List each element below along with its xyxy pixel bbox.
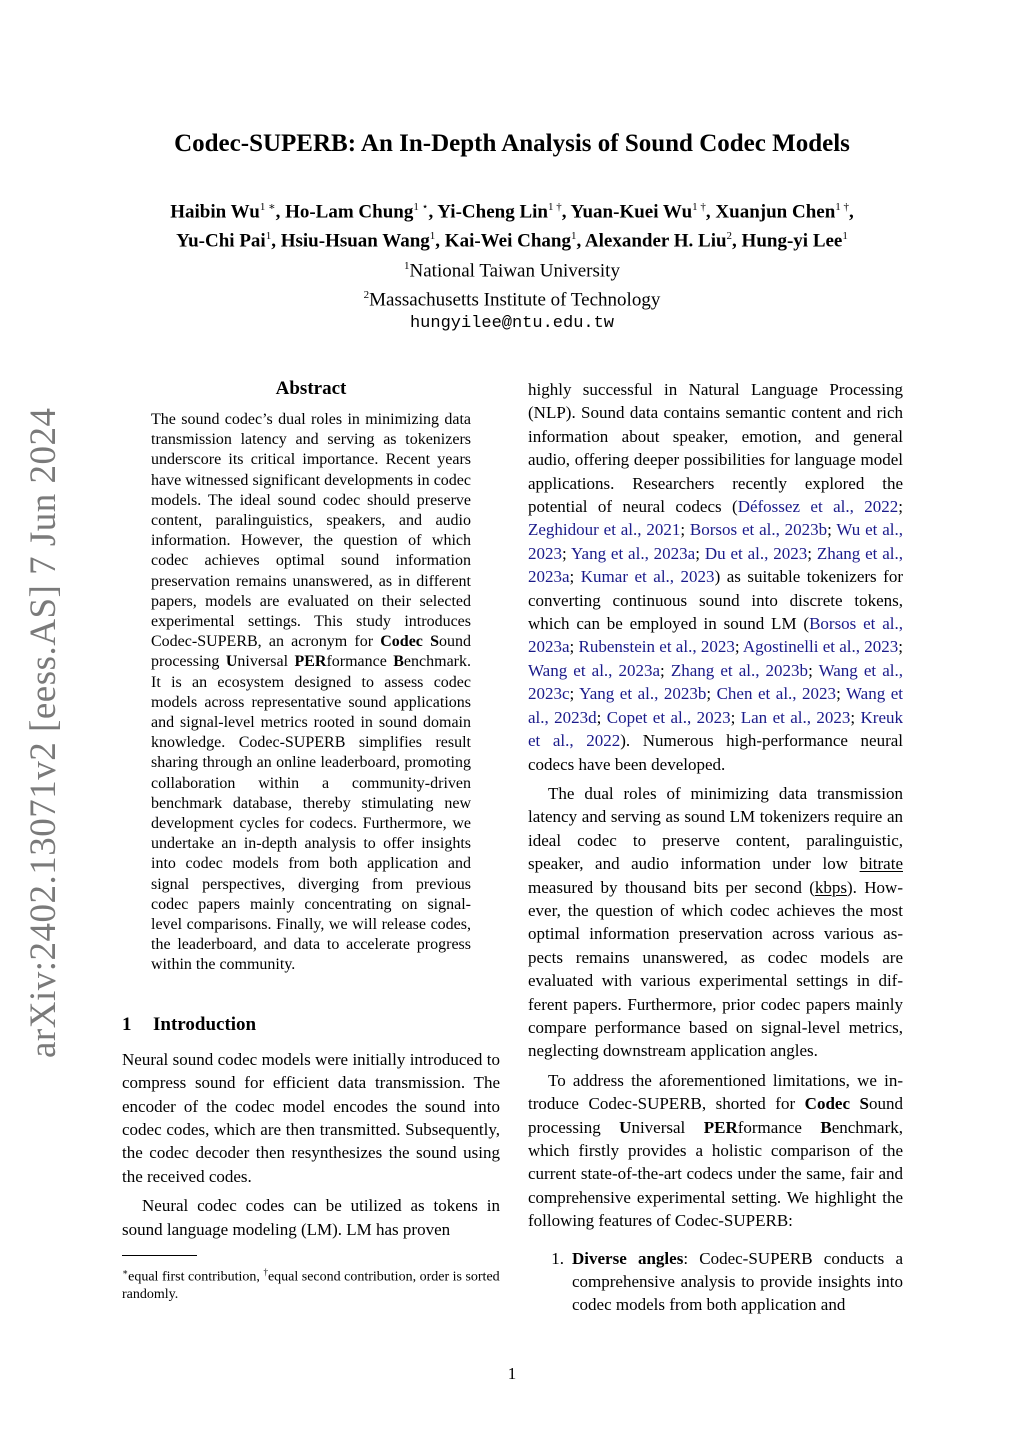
text-segment: ). Numerous high-performance neural codecs have been developed. bbox=[528, 731, 903, 774]
citation-link[interactable]: Lan et al., 2023 bbox=[740, 707, 851, 727]
author-block bbox=[80, 195, 944, 336]
body-paragraph-2 bbox=[528, 782, 903, 1063]
text-segment: highly successful in Natural Language Processing (NLP). Sound data contains semantic content and rich information about speaker, emotion, and general audio, offering deeper possibilities for language model applications. Researchers recently explored the potential of neural codecs ( bbox=[528, 380, 903, 517]
list-text bbox=[572, 1247, 903, 1317]
citation-link[interactable]: Kreuk et al., 2022 bbox=[528, 707, 903, 751]
text-segment: ). However, the question of which codec achieves the most optimal information preservation across various aspects remains unanswered, as codec models are evaluated with various experimental settings in different papers. Furthermore, prior codec papers mainly compare performance based on signal-level metrics, neglecting downstream application angles. bbox=[528, 877, 903, 1061]
footnote bbox=[122, 1264, 500, 1303]
body-paragraph-1: highly successful in Natural Language Processing (NLP). Sound data contains semantic content and rich information about speaker, emotion, and general audio, offering deeper possibilities for language model applications. Researchers recently explored the potential of neural codecs (Défossez et al., 2022; Zeghidour et al., 2021; Borsos et al., 2023b; Wu et al., 2023; Yang et al., 2023a; Du et al., 2023; Zhang et al., 2023a; Kumar et al., 2023) as suitable tokenizers for converting continuous sound into discrete tokens, which can be employed in sound LM (Borsos et al., 2023a; Rubenstein et al., 2023; Agostinelli et al., 2023; Wang et al., 2023a; Zhang et al., 2023b; Wang et al., 2023c; Yang et al., 2023b; Chen et al., 2023; Wang et al., 2023d; Copet et al., 2023; Lan et al., 2023; Kreuk et al., 2022). Numerous high-performance neural codecs have been developed. bbox=[528, 380, 904, 774]
citation-link[interactable]: Yang et al., 2023a bbox=[570, 543, 696, 563]
author-name: Ho-Lam Chung bbox=[285, 201, 414, 223]
contact-email: hungyilee@ntu.edu.tw bbox=[409, 314, 615, 334]
author-mark: 1 bbox=[570, 230, 577, 243]
text-segment: niversal bbox=[631, 1117, 704, 1137]
author-name: Alexander H. Liu bbox=[584, 230, 727, 252]
author-mark: 2 bbox=[726, 230, 733, 243]
author-mark: 1 bbox=[429, 230, 436, 243]
acronym-bold: PER bbox=[294, 653, 327, 671]
author-name: Xuanjun Chen bbox=[715, 201, 836, 223]
citation-link[interactable]: Zhang et al., 2023a bbox=[528, 543, 903, 587]
abstract-segment: ound processing bbox=[151, 633, 471, 671]
author-mark: 1 ⋆ bbox=[413, 201, 429, 213]
footnote-text: equal first contribution, bbox=[128, 1269, 264, 1285]
text-segment: The dual roles of minimizing data transmission latency and serving as sound LM tokenizers require an ideal codec to preserve content, paralinguistic, speaker, and audio information under low bbox=[528, 783, 903, 874]
footnote-text: equal second contribution, order is sorted randomly. bbox=[122, 1269, 500, 1302]
text-segment: ound processing bbox=[528, 1094, 904, 1137]
affiliation-1 bbox=[80, 254, 944, 283]
section-number: 1 bbox=[122, 1013, 132, 1035]
body-paragraph-3 bbox=[528, 1069, 903, 1233]
page-number: 1 bbox=[507, 1364, 517, 1383]
acronym-bold: B bbox=[820, 1117, 832, 1137]
acronym-bold: PER bbox=[703, 1117, 738, 1137]
arxiv-identifier: arXiv:2402.13071v2 [eess.AS] 7 Jun 2024 bbox=[23, 407, 64, 1058]
author-mark: 1 ∗ bbox=[259, 201, 276, 213]
citation-link[interactable]: Kumar et al., 2023 bbox=[580, 567, 715, 587]
right-column bbox=[528, 378, 903, 1317]
affiliation-name: Massachusetts Institute of Technology bbox=[369, 289, 661, 311]
feature-list-item bbox=[528, 1247, 903, 1317]
citation-link[interactable]: Zhang et al., 2023b bbox=[670, 660, 809, 680]
text-segment: To address the aforementioned limitations, we introduce Codec-SUPERB, shorted for bbox=[528, 1070, 903, 1114]
text-segment: formance bbox=[737, 1117, 821, 1137]
citation-link[interactable]: Zeghidour et al., 2021 bbox=[528, 520, 681, 540]
acronym-bold: Codec S bbox=[804, 1094, 870, 1114]
citation-link[interactable]: Rubenstein et al., 2023 bbox=[578, 637, 735, 657]
intro-paragraph-2: Neural codec codes can be utilized as tokens in sound language modeling (LM). LM has proven bbox=[122, 1196, 500, 1239]
citation-link[interactable]: Borsos et al., 2023a bbox=[528, 614, 903, 657]
citation-link[interactable]: Borsos et al., 2023b bbox=[689, 520, 828, 540]
acronym-bold: U bbox=[619, 1117, 632, 1137]
glossary-link-kbps[interactable]: kbps bbox=[814, 877, 847, 897]
citation-link[interactable]: Copet et al., 2023 bbox=[606, 707, 731, 727]
acronym-bold: B bbox=[393, 653, 404, 671]
abstract-segment: niversal bbox=[237, 653, 295, 671]
footnote-mark: † bbox=[263, 1266, 268, 1277]
author-name: Yu-Chi Pai bbox=[176, 230, 266, 252]
acronym-bold: U bbox=[225, 653, 238, 671]
author-mark: 1 † bbox=[692, 201, 706, 213]
author-mark: 1 † bbox=[835, 201, 850, 213]
author-name: Yuan-Kuei Wu bbox=[570, 201, 693, 223]
affiliation-mark: 2 bbox=[363, 288, 370, 301]
author-mark: 1 bbox=[265, 230, 272, 243]
list-item-title: Diverse angles bbox=[572, 1248, 684, 1268]
footnote-mark: ∗ bbox=[122, 1266, 129, 1277]
citation-link[interactable]: Du et al., 2023 bbox=[704, 543, 808, 563]
left-column bbox=[122, 378, 500, 1303]
abstract-text bbox=[151, 410, 471, 976]
author-mark: 1 † bbox=[547, 201, 562, 213]
citation-link[interactable]: Yang et al., 2023b bbox=[579, 684, 707, 704]
text-segment: measured by thousand bits per second ( bbox=[528, 877, 815, 897]
author-name: Haibin Wu bbox=[170, 201, 260, 223]
text-segment: enchmark, which firstly provides a holistic comparison of the current state-of-the-art codecs under the same, fair and comprehensive experimental setting. We highlight the following features of Codec-SUPERB: bbox=[528, 1117, 903, 1231]
paper-title: Codec-SUPERB: An In-Depth Analysis of Sound Codec Models bbox=[174, 130, 850, 157]
citation-link[interactable]: Wu et al., 2023 bbox=[528, 520, 903, 563]
list-number: 1. bbox=[551, 1248, 564, 1268]
abstract-segment: The sound codec’s dual roles in minimizing data transmission latency and serving as tokenizers underscore its critical importance. Recent years have witnessed significant developments in codec models. The ideal sound codec should preserve content, paralinguistics, speakers, and audio information. However, the question of which codec achieves optimal sound information preservation remains unanswered, as in different papers, models are evaluated on their selected experimental settings. This study introduces Codec-SUPERB, an acronym for bbox=[151, 411, 471, 651]
citation-link[interactable]: Chen et al., 2023 bbox=[716, 684, 837, 704]
author-list: Haibin $Wu^{1 ∗}$, Ho-Lam Chung$^{1 ⋆}$, Yi-Cheng Lin$^{1 \dagger}$, Yuan-Kuei $Wu^{1 \dagger}$, Xuanjun Chen$^{1 \dagger}$, Yu-Chi Pai$^1$, Hsiu-Hsuan Wang$^1$, Kai-Wei Chang$^1$, Alexander H. Liu$^2$, Hung-yi Lee$^1$ bbox=[170, 201, 854, 252]
citation-link[interactable]: Agostinelli et al., 2023 bbox=[742, 637, 899, 657]
intro-paragraph-1: Neural sound codec models were initially introduced to compress sound for efficient data transmission. The encoder of the codec model encodes the sound into codec codes, which are then transmitted. Subsequently, the codec decoder then resynthesizes the sound using the received codes. bbox=[122, 1049, 500, 1186]
acronym-bold: Codec S bbox=[380, 633, 439, 651]
list-item-body: : Codec-SUPERB conducts a comprehensive analysis to provide insights into codec models from both application and bbox=[572, 1248, 903, 1315]
section-heading-introduction bbox=[122, 1014, 500, 1036]
author-name: Hung-yi Lee bbox=[741, 230, 843, 252]
affiliation-name: National Taiwan University bbox=[409, 259, 620, 281]
abstract-segment: formance bbox=[326, 653, 394, 671]
section-title: Introduction bbox=[153, 1013, 257, 1035]
affiliation-2 bbox=[80, 283, 944, 312]
citation-link[interactable]: Wang et al., 2023a bbox=[528, 660, 661, 680]
author-name: Kai-Wei Chang bbox=[444, 230, 571, 252]
citation-link[interactable]: Wang et al., 2023c bbox=[528, 660, 903, 704]
text-segment: ) as suitable tokenizers for converting continuous sound into discrete tokens, which can be employed in sound LM ( bbox=[528, 567, 903, 634]
glossary-link-bitrate[interactable]: bitrate bbox=[859, 854, 903, 874]
author-name: Yi-Cheng Lin bbox=[437, 201, 548, 223]
citation-link[interactable]: Défossez et al., 2022 bbox=[737, 497, 899, 517]
author-mark: 1 bbox=[842, 230, 848, 243]
affiliation-mark: 1 bbox=[404, 259, 410, 272]
footnote-divider bbox=[122, 1255, 197, 1256]
abstract-heading: Abstract bbox=[275, 378, 347, 399]
author-name: Hsiu-Hsuan Wang bbox=[280, 230, 430, 252]
citation-link[interactable]: Wang et al., 2023d bbox=[528, 684, 904, 727]
abstract-segment: enchmark. It is an ecosystem designed to assess codec models across representative sound applications and signal-level metrics rooted in sound domain knowledge. Codec-SUPERB simplifies result sharing through an online leaderboard, promoting collaboration within a community-driven benchmark database, thereby stimulating new development cycles for codecs. Furthermore, we undertake an in-depth analysis to offer insights into codec models from both application and signal perspectives, diverging from previous codec papers mainly concentrating on signal-level comparisons. Finally, we will release codes, the leaderboard, and data to accelerate progress within the community. bbox=[151, 653, 471, 974]
